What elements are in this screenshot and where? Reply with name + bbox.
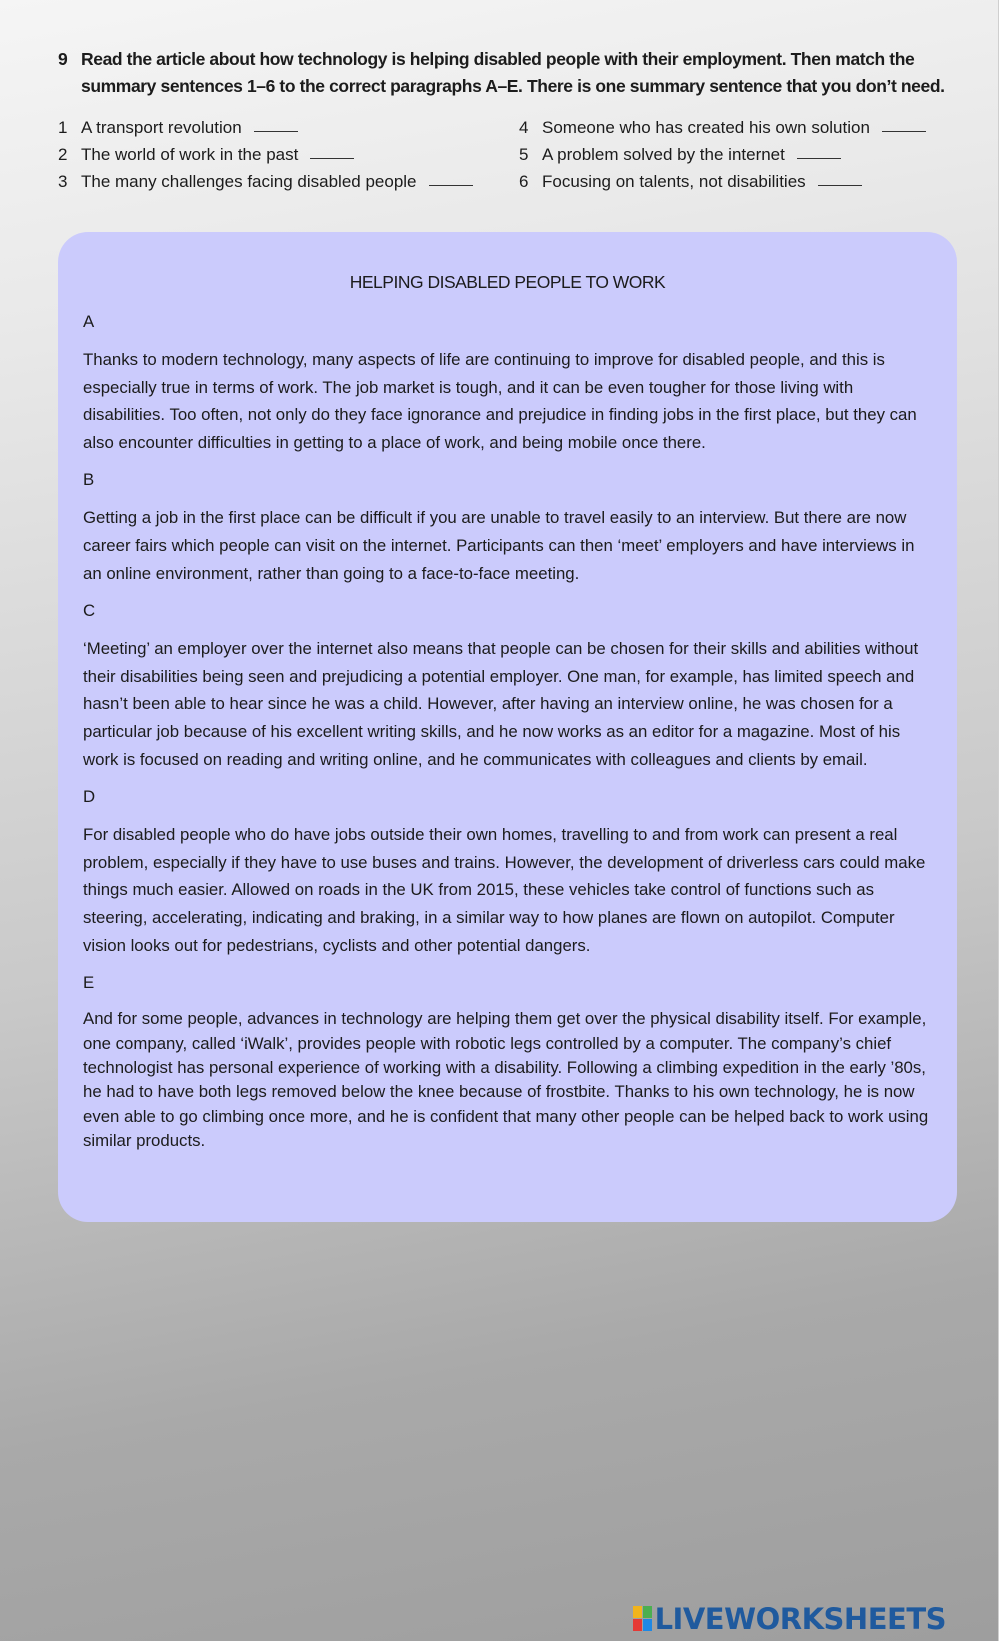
paragraph-letter-e: E (83, 973, 95, 993)
paragraph-letter-c: C (83, 601, 96, 621)
answer-blank-6[interactable] (818, 184, 862, 186)
answer-blank-2[interactable] (310, 157, 354, 159)
paragraph-text-d: For disabled people who do have jobs outside their own homes, travelling to and from work can present a real problem, especially if they have to use buses and trains. However, the development of driverless cars could make things much easier. Allowed on roads in the UK from 2015, these vehicles take control of functions such as steering, accelerating, indicating and braking, in a similar way to how planes are flown on autopilot. Computer vision looks out for pedestrians, cyclists and other potential dangers. (83, 825, 926, 955)
summary-number: 1 (58, 118, 68, 137)
logo-blocks-icon (633, 1606, 653, 1632)
paragraph-text-b: Getting a job in the first place can be difficult if you are unable to travel easily to an interview. But there are now career fairs which people can visit on the internet. Participants can then ‘meet’ employers and have interviews in an online environment, rather than going to a face-to-face meeting. (83, 508, 915, 583)
summary-text: Someone who has created his own solution (542, 118, 870, 137)
answer-blank-4[interactable] (882, 130, 926, 132)
summary-number: 5 (519, 145, 529, 164)
question-text: Read the article about how technology is helping disabled people with their employment. Then match the summary sentences 1–6 to the correct paragraphs A–E. There is one summary sentence that you don’t need. (81, 49, 945, 96)
summary-item-1 (58, 114, 298, 142)
summary-item-6 (519, 168, 862, 196)
summary-sentences (58, 120, 958, 210)
summary-text: Focusing on talents, not disabilities (542, 172, 806, 191)
summary-item-2 (58, 141, 354, 169)
summary-text: A transport revolution (81, 118, 242, 137)
summary-number: 4 (519, 118, 529, 137)
article-box (58, 232, 957, 1222)
summary-item-3 (58, 168, 473, 196)
paragraph-text-a: Thanks to modern technology, many aspects of life are continuing to improve for disabled people, and this is especially true in terms of work. The job market is tough, and it can be even tougher for those living with disabilities. Too often, not only do they face ignorance and prejudice in finding jobs in the first place, but they can also encounter difficulties in getting to a place of work, and being mobile once there. (83, 350, 917, 452)
answer-blank-3[interactable] (429, 184, 473, 186)
summary-number: 3 (58, 172, 68, 191)
summary-text: The world of work in the past (81, 145, 299, 164)
paragraph-text-e: And for some people, advances in technology are helping them get over the physical disability itself. For example, one company, called ‘iWalk’, provides people with robotic legs controlled by a computer. The company’s chief technologist has personal experience of working with a disability. Following a climbing expedition in the early ’80s, he had to have both legs removed below the knee because of frostbite. Thanks to his own technology, he is now even able to go climbing once more, and he is confident that many other people can be helped back to work using similar products. (83, 1009, 929, 1151)
answer-blank-5[interactable] (797, 157, 841, 159)
summary-item-4 (519, 114, 926, 142)
article-title: HELPING DISABLED PEOPLE TO WORK (349, 272, 666, 292)
paragraph-letter-b: B (83, 470, 95, 490)
answer-blank-1[interactable] (254, 130, 298, 132)
logo-text: LIVEWORKSHEETS (654, 1602, 946, 1636)
summary-text: The many challenges facing disabled people (81, 172, 417, 191)
summary-number: 6 (519, 172, 529, 191)
question-instruction (58, 46, 958, 100)
paragraph-text-c: ‘Meeting’ an employer over the internet also means that people can be chosen for their skills and abilities without their disabilities being seen and prejudicing a potential employer. One man, for example, has limited speech and hasn’t been able to hear since he was a child. However, after having an interview online, he was chosen for a particular job because of his excellent writing skills, and he now works as an editor for a magazine. Most of his work is focused on reading and writing online, and he communicates with colleagues and clients by email. (83, 639, 919, 769)
summary-item-5 (519, 141, 841, 169)
paragraph-letter-a: A (83, 312, 95, 331)
summary-text: A problem solved by the internet (542, 145, 785, 164)
liveworksheets-logo (633, 1603, 946, 1635)
paragraph-letter-d: D (83, 787, 96, 807)
question-number: 9 (58, 49, 68, 69)
article-body (83, 308, 935, 1164)
summary-number: 2 (58, 145, 68, 164)
